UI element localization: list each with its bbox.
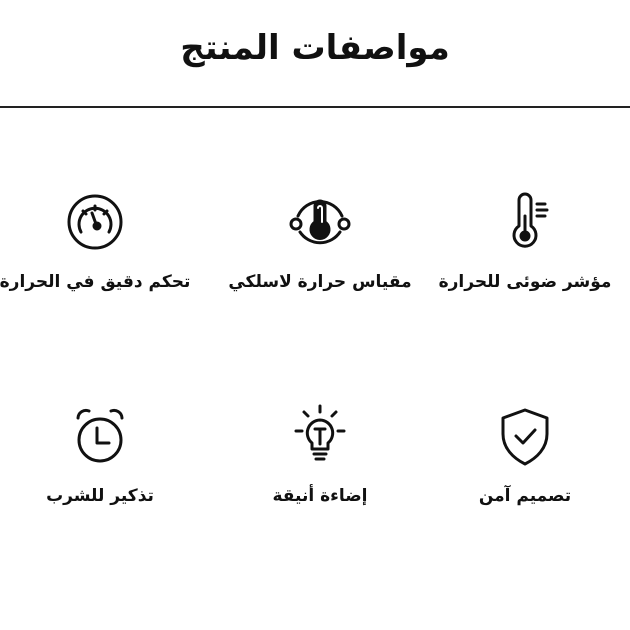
thermometer-icon bbox=[489, 186, 561, 258]
feature-label: مقياس حرارة لاسلكي bbox=[228, 272, 412, 292]
feature-label: تحكم دقيق في الحرارة bbox=[0, 272, 191, 292]
feature-label: مؤشر ضوئى للحرارة bbox=[438, 272, 612, 292]
feature-drink-reminder bbox=[0, 400, 205, 506]
alarm-clock-icon bbox=[64, 400, 136, 472]
feature-wireless-thermometer bbox=[215, 186, 425, 292]
title-divider bbox=[0, 106, 630, 108]
wireless-thermometer-icon bbox=[284, 186, 356, 258]
feature-label: تذكير للشرب bbox=[46, 486, 154, 506]
feature-precise-control bbox=[0, 186, 200, 292]
gauge-icon bbox=[59, 186, 131, 258]
feature-safe-design bbox=[420, 400, 630, 506]
lightbulb-icon bbox=[284, 400, 356, 472]
feature-elegant-lighting bbox=[215, 400, 425, 506]
feature-light-indicator bbox=[420, 186, 630, 292]
page-title: مواصفات المنتج bbox=[180, 28, 450, 68]
shield-check-icon bbox=[489, 400, 561, 472]
feature-label: تصميم آمن bbox=[478, 486, 572, 506]
feature-label: إضاءة أنيقة bbox=[272, 486, 368, 506]
